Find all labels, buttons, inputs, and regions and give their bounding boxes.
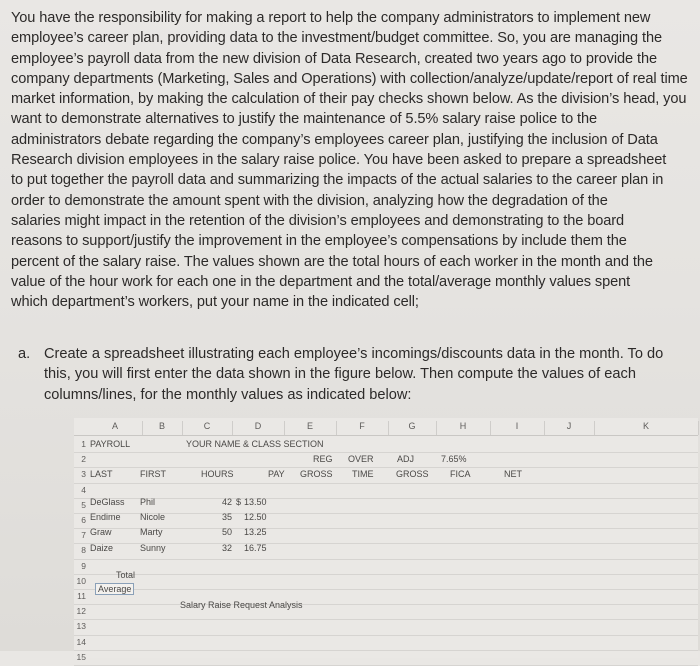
- employee-hours: 50: [222, 527, 233, 538]
- employee-last: DeGlass: [90, 497, 125, 507]
- paragraph-line: order to demonstrate the amount spent with the division, analyzing how the degradation of the: [11, 192, 608, 209]
- paragraph-line: Research division employees in the salary raise police. You have been asked to prepare a spreadsheet: [11, 152, 667, 169]
- paragraph-line: to put together the payroll data and summarizing the impacts of the actual salaries to the career plan in: [11, 172, 664, 189]
- header-gross: GROSS: [300, 469, 333, 479]
- grid-line: [74, 498, 698, 499]
- employee-pay: 13.25: [244, 527, 267, 538]
- task-line: Create a spreadsheet illustrating each employee’s incomings/discounts data in the month. To do: [44, 346, 664, 362]
- paragraph-line: want to demonstrate alternatives to justify the maintenance of 5.5% salary raise police to the: [11, 111, 598, 128]
- problem-statement: [11, 8, 691, 312]
- grid-line: [74, 483, 698, 484]
- total-label: Total: [116, 570, 136, 580]
- grid-line: [74, 528, 698, 529]
- paragraph-line: salaries might impact in the retention of the division’s employees and demonstrating to the board: [11, 212, 625, 229]
- paragraph-line: employee’s payroll data from the new division of Data Research, created two years ago to provide the: [11, 50, 657, 67]
- header-adj-gross: GROSS: [396, 469, 429, 479]
- header-time: TIME: [352, 469, 374, 479]
- paragraph-line: administrators debate regarding the company’s employees career plan, justifying the inclusion of Data: [11, 131, 658, 148]
- header-first: FIRST: [140, 469, 166, 479]
- employee-hours: 35: [222, 512, 233, 523]
- employee-first: Nicole: [140, 512, 166, 523]
- column-header[interactable]: J: [544, 421, 595, 435]
- paragraph-line: percent of the salary raise. The values shown are the total hours of each worker in the month and the: [11, 253, 653, 270]
- column-header-row: [74, 418, 698, 436]
- column-header[interactable]: G: [388, 421, 437, 435]
- row-number[interactable]: 6: [81, 515, 86, 525]
- employee-hours: 32: [222, 542, 233, 553]
- row-number[interactable]: 5: [81, 499, 86, 510]
- row-number[interactable]: 15: [76, 651, 86, 662]
- analysis-label: Salary Raise Request Analysis: [180, 600, 303, 610]
- column-header[interactable]: F: [336, 421, 389, 435]
- employee-currency: $: [236, 497, 242, 507]
- row-number[interactable]: 2: [81, 454, 86, 465]
- employee-pay: 16.75: [244, 542, 267, 553]
- employee-pay: 13.50: [244, 497, 267, 507]
- column-header[interactable]: I: [490, 421, 545, 435]
- grid-line: [74, 452, 698, 453]
- grid-line: [74, 589, 698, 590]
- header-net: NET: [504, 469, 522, 479]
- column-header[interactable]: K: [594, 421, 699, 435]
- grid-line: [74, 543, 698, 544]
- row-number[interactable]: 14: [76, 636, 86, 647]
- task-instructions: [44, 344, 663, 405]
- row-number[interactable]: 7: [81, 530, 86, 541]
- column-header[interactable]: H: [436, 421, 491, 435]
- name-class-cell: YOUR NAME & CLASS SECTION: [186, 439, 324, 449]
- employee-last: Daize: [90, 542, 114, 553]
- employee-hours: 42: [222, 497, 233, 507]
- task-marker: a.: [18, 346, 31, 362]
- header-reg: REG: [313, 454, 333, 464]
- employee-last: Graw: [90, 527, 112, 538]
- row-number[interactable]: 8: [81, 545, 86, 556]
- column-header[interactable]: A: [88, 421, 143, 435]
- row-number[interactable]: 1: [81, 439, 86, 449]
- paragraph-line: You have the responsibility for making a report to help the company administrators to implement new: [11, 10, 651, 26]
- row-number[interactable]: 11: [77, 591, 86, 601]
- row-number[interactable]: 3: [81, 469, 86, 480]
- column-header[interactable]: D: [232, 421, 285, 435]
- row-number[interactable]: 9: [81, 560, 86, 571]
- grid-line: [74, 559, 698, 560]
- row-number[interactable]: 10: [76, 575, 86, 586]
- employee-pay: 12.50: [244, 512, 267, 523]
- paragraph-line: value of the hour work for each one in the department and the total/average monthly values spent: [11, 273, 631, 290]
- column-header[interactable]: E: [284, 421, 337, 435]
- column-header[interactable]: B: [142, 421, 183, 435]
- average-label[interactable]: Average: [95, 583, 134, 595]
- payroll-title: PAYROLL: [90, 439, 131, 449]
- paragraph-line: company departments (Marketing, Sales and Operations) with collection/analyze/update/report of real time: [11, 70, 688, 87]
- header-last: LAST: [90, 469, 113, 479]
- grid-line: [74, 635, 698, 636]
- header-pay: PAY: [268, 469, 285, 479]
- grid-line: [74, 604, 698, 605]
- grid-line: [74, 467, 698, 468]
- paragraph-line: market information, by making the calculation of their pay checks shown below. As the division’s head, you: [11, 91, 687, 108]
- paragraph-line: which department’s workers, put your name in the indicated cell;: [11, 294, 419, 311]
- grid-line: [74, 574, 698, 575]
- task-line: this, you will first enter the data shown in the figure below. Then compute the values of each: [44, 366, 636, 383]
- grid-line: [74, 619, 698, 620]
- header-over: OVER: [348, 454, 374, 464]
- header-fica-rate: 7.65%: [441, 454, 467, 464]
- row-number[interactable]: 4: [81, 484, 86, 495]
- employee-first: Sunny: [140, 542, 166, 553]
- header-fica: FICA: [450, 469, 471, 479]
- employee-first: Phil: [140, 497, 156, 507]
- header-adj: ADJ: [397, 454, 415, 464]
- employee-last: Endime: [90, 512, 121, 523]
- spreadsheet-image: [74, 418, 698, 662]
- grid-line: [74, 513, 698, 514]
- paragraph-line: reasons to support/justify the improvement in the employee’s compensations by include them the: [11, 233, 627, 250]
- paragraph-line: employee’s career plan, providing data to the investment/budget committee. So, you are managing the: [11, 30, 662, 47]
- row-number[interactable]: 12: [76, 606, 86, 617]
- column-header[interactable]: C: [182, 421, 233, 435]
- employee-first: Marty: [140, 527, 163, 538]
- header-hours: HOURS: [201, 469, 234, 479]
- row-number[interactable]: 13: [76, 621, 86, 632]
- task-line: columns/lines, for the monthly values as indicated below:: [44, 386, 412, 403]
